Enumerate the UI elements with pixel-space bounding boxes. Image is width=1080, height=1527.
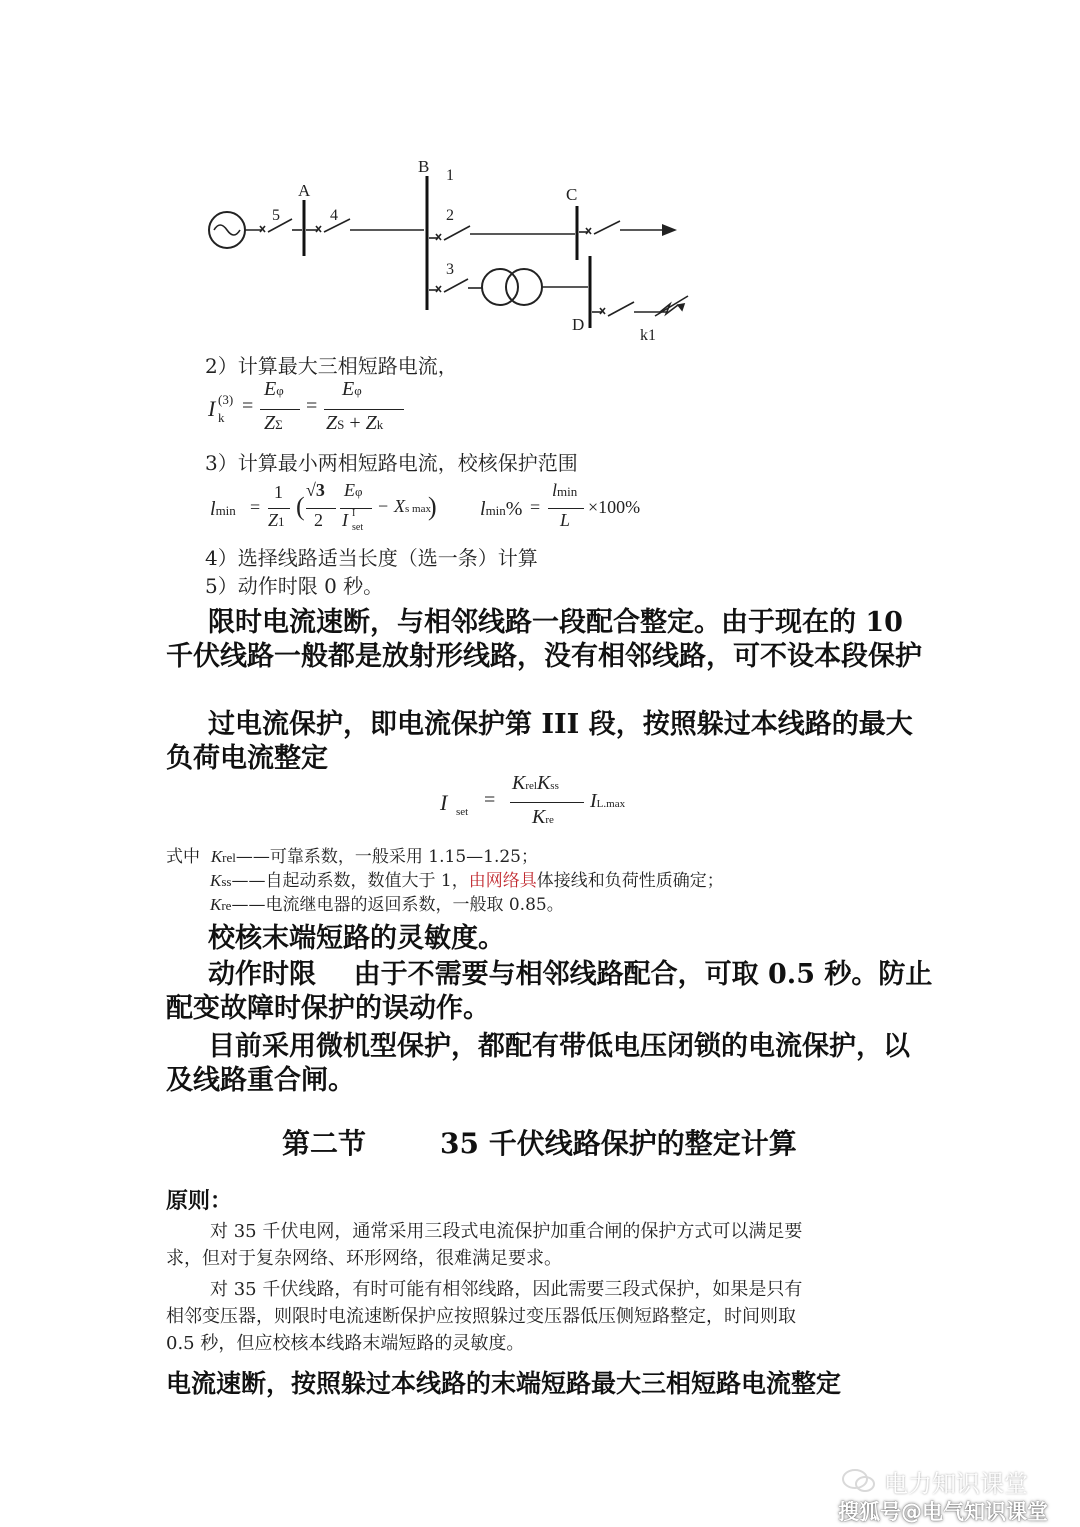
note-kre: Kre——电流继电器的返回系数，一般取 0.85。 (210, 895, 564, 915)
principle-heading: 原则： (166, 1188, 233, 1214)
fault-icon (655, 296, 688, 316)
principle-p1-line-2: 求，但对于复杂网络、环形网络，很难满足要求。 (166, 1248, 562, 1269)
formula-min-two-phase: lmin = 1 Z1 ( √3 2 Eφ I I set − Xs max ) lmin% = lmin L ×100% (210, 480, 641, 533)
section-label: 第二节 (282, 1127, 367, 1160)
network-link[interactable]: 由网络具 (468, 871, 537, 891)
principle-p2-line-2: 相邻变压器，则限时电流速断保护应按照躲过变压器低压侧短路整定，时间则取 (166, 1306, 796, 1327)
breaker-label-3: 3 (446, 261, 454, 278)
breaker-label-1: 1 (446, 167, 454, 184)
arrow-icon (662, 224, 677, 236)
breaker-3 (429, 279, 482, 292)
transformer-icon (482, 269, 542, 305)
paragraph-2-line-1: 过电流保护，即电流保护第 III 段，按照躲过本线路的最大 (208, 709, 913, 740)
fault-label: k1 (640, 327, 656, 344)
bus-label-d: D (572, 315, 585, 334)
principle-p2-line-1: 对 35 千伏线路，有时可能有相邻线路，因此需要三段式保护，如果是只有 (210, 1279, 803, 1300)
outgoing-line-d (592, 302, 668, 316)
paragraph-5-line-2: 及线路重合闸。 (166, 1065, 355, 1096)
paragraph-2-line-2: 负荷电流整定 (166, 743, 328, 774)
bus-label-c: C (566, 185, 578, 204)
principle-p2-line-3: 0.5 秒，但应校核本线路末端短路的灵敏度。 (166, 1333, 525, 1354)
paragraph-4-line-2: 配变故障时保护的误动作。 (166, 993, 490, 1024)
single-line-diagram (0, 0, 1080, 350)
step-3: 3）计算最小两相短路电流，校核保护范围 (205, 451, 578, 475)
outgoing-line-c (579, 221, 662, 234)
note-kss: Kss——自起动系数，数值大于 1，由网络具体接线和负荷性质确定； (210, 871, 724, 891)
watermark (830, 1462, 1070, 1522)
principle-p1-line-1: 对 35 千伏电网，通常采用三段式电流保护加重合闸的保护方式可以满足要 (210, 1221, 803, 1242)
paragraph-5-line-1: 目前采用微机型保护，都配有带低电压闭锁的电流保护，以 (208, 1031, 910, 1062)
paragraph-1-line-1: 限时电流速断，与相邻线路一段配合整定。由于现在的 10 (208, 607, 903, 638)
generator-icon (209, 212, 245, 248)
step-4: 4）选择线路适当长度（选一条）计算 (205, 546, 538, 570)
paragraph-3: 校核末端短路的灵敏度。 (208, 923, 505, 954)
breaker-label-2: 2 (446, 207, 454, 224)
section-title: 35 千伏线路保护的整定计算 (440, 1127, 797, 1160)
breaker-label-5: 5 (272, 207, 280, 224)
wechat-icon (842, 1468, 876, 1494)
paragraph-4-line-1: 动作时限 由于不需要与相邻线路配合，可取 0.5 秒。防止 (208, 959, 933, 990)
breaker-2 (429, 226, 575, 240)
bus-label-b: B (418, 157, 430, 176)
breaker-4 (306, 219, 424, 232)
watermark-line-1: 电力知识课堂 (884, 1470, 1028, 1498)
breaker-label-4: 4 (330, 207, 338, 224)
paragraph-1-line-2: 千伏线路一般都是放射形线路，没有相邻线路，可不设本段保护 (166, 641, 922, 672)
formula-max-three-phase: I (3) k = Eφ ZΣ = Eφ ZS + Zk (208, 378, 408, 440)
final-line: 电流速断，按照躲过本线路的末端短路最大三相短路电流整定 (166, 1369, 842, 1398)
watermark-line-2: 搜狐号@电气知识课堂 (838, 1500, 1048, 1524)
bus-label-a: A (298, 181, 311, 200)
note-krel: 式中 Krel——可靠系数，一般采用 1.15—1.25； (166, 847, 538, 867)
step-2: 2）计算最大三相短路电流， (205, 354, 458, 378)
formula-overcurrent-setting: I set = KrelKss Kre IL.max (440, 772, 626, 828)
step-5: 5）动作时限 0 秒。 (205, 574, 384, 598)
